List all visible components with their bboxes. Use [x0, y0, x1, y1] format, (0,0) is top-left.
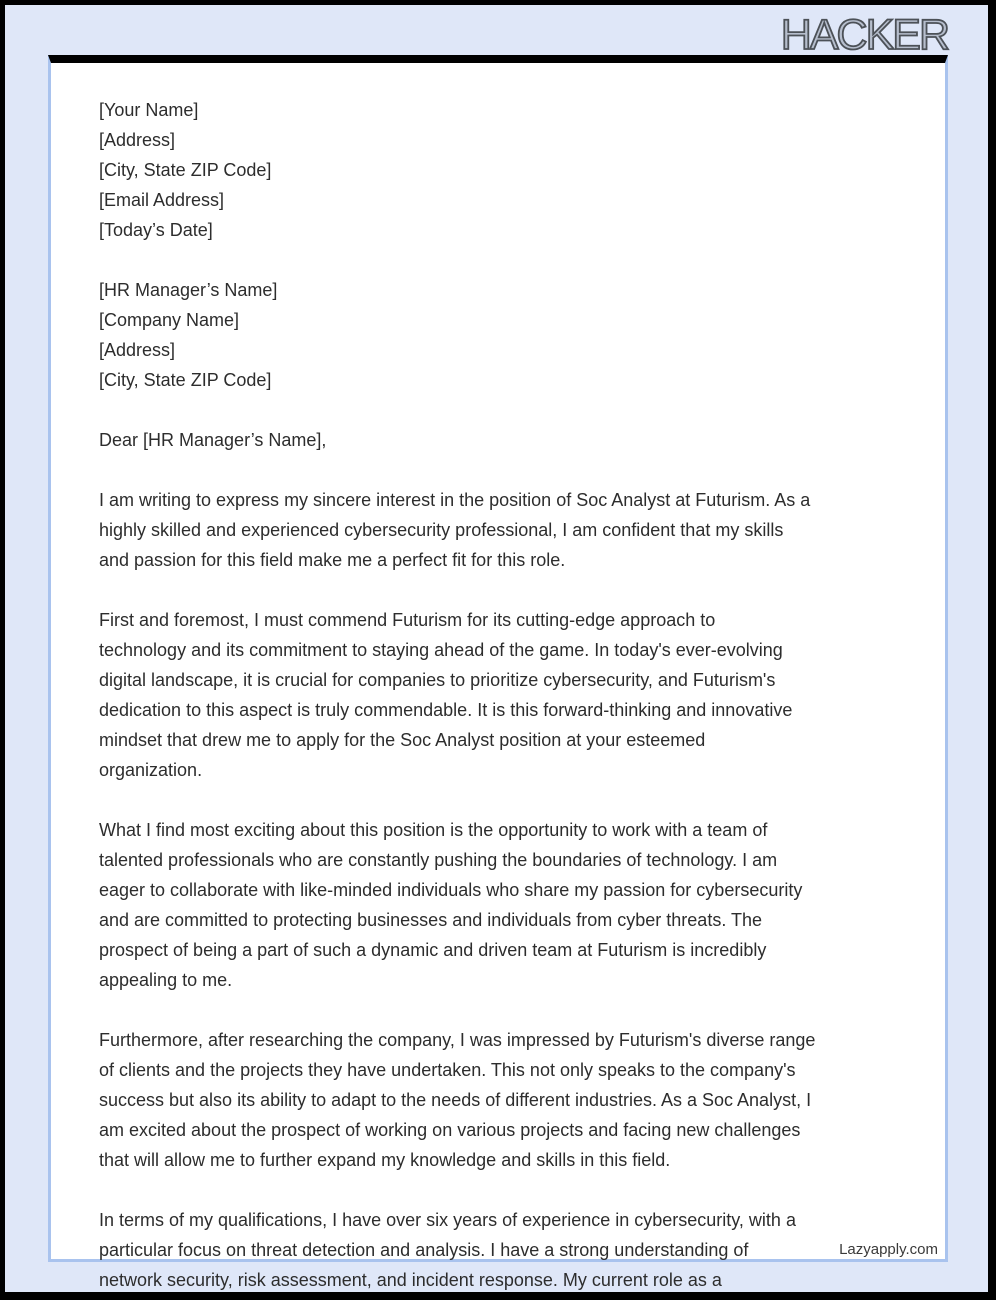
letter-line: of clients and the projects they have undertaken. This not only speaks to the company's: [99, 1060, 796, 1080]
letter-line: talented professionals who are constantly pushing the boundaries of technology. I am: [99, 850, 778, 870]
letter-line: digital landscape, it is crucial for companies to prioritize cybersecurity, and Futurism's: [99, 670, 776, 690]
letter-line: that will allow me to further expand my knowledge and skills in this field.: [99, 1150, 671, 1170]
letter-page: [48, 55, 948, 1290]
watermark-lazyapply: Lazyapply.com: [839, 1241, 938, 1258]
letter-line: eager to collaborate with like-minded individuals who share my passion for cybersecurity: [99, 880, 803, 900]
recipient-name-line: [HR Manager’s Name]: [99, 280, 278, 300]
recipient-address-block: [99, 275, 901, 395]
paragraph-2: [99, 605, 901, 785]
paragraph-1: [99, 485, 901, 575]
letter-line: appealing to me.: [99, 970, 233, 990]
sender-name-line: [Your Name]: [99, 100, 199, 120]
letter-line: dedication to this aspect is truly commendable. It is this forward-thinking and innovative: [99, 700, 793, 720]
letter-line: technology and its commitment to staying ahead of the game. In today's ever-evolving: [99, 640, 783, 660]
recipient-city-line: [City, State ZIP Code]: [99, 370, 272, 390]
letter-line: prospect of being a part of such a dynamic and driven team at Futurism is incredibly: [99, 940, 767, 960]
letter-line: What I find most exciting about this position is the opportunity to work with a team of: [99, 820, 768, 840]
sender-city-line: [City, State ZIP Code]: [99, 160, 272, 180]
page-background: [5, 5, 988, 1292]
letter-line: and passion for this field make me a perfect fit for this role.: [99, 550, 566, 570]
recipient-address-line: [Address]: [99, 340, 176, 360]
salutation: [99, 425, 901, 455]
paragraph-5: [99, 1205, 901, 1292]
sender-date-line: [Today’s Date]: [99, 220, 213, 240]
sender-email-line: [Email Address]: [99, 190, 225, 210]
recipient-company-line: [Company Name]: [99, 310, 240, 330]
letter-line: and are committed to protecting businesses and individuals from cyber threats. The: [99, 910, 763, 930]
letter-line: I am writing to express my sincere interest in the position of Soc Analyst at Futurism. As a: [99, 490, 811, 510]
letter-body: [51, 63, 945, 1292]
letter-line: highly skilled and experienced cybersecurity professional, I am confident that my skills: [99, 520, 784, 540]
letter-line: success but also its ability to adapt to the needs of different industries. As a Soc Analyst, I: [99, 1090, 812, 1110]
paragraph-3: [99, 815, 901, 995]
salutation-line: Dear [HR Manager’s Name],: [99, 430, 327, 450]
sender-address-block: [99, 95, 901, 245]
letter-line: network security, risk assessment, and incident response. My current role as a: [99, 1270, 722, 1290]
hacker-logo: HACKER: [780, 11, 948, 59]
letter-line: In terms of my qualifications, I have over six years of experience in cybersecurity, with a: [99, 1210, 796, 1230]
letter-line: Furthermore, after researching the company, I was impressed by Futurism's diverse range: [99, 1030, 816, 1050]
paragraph-4: [99, 1025, 901, 1175]
letter-line: organization.: [99, 760, 203, 780]
letter-line: First and foremost, I must commend Futurism for its cutting-edge approach to: [99, 610, 716, 630]
letter-line: particular focus on threat detection and analysis. I have a strong understanding of: [99, 1240, 749, 1260]
letter-line: am excited about the prospect of working on various projects and facing new challenges: [99, 1120, 801, 1140]
letter-line: mindset that drew me to apply for the Soc Analyst position at your esteemed: [99, 730, 706, 750]
sender-address-line: [Address]: [99, 130, 176, 150]
